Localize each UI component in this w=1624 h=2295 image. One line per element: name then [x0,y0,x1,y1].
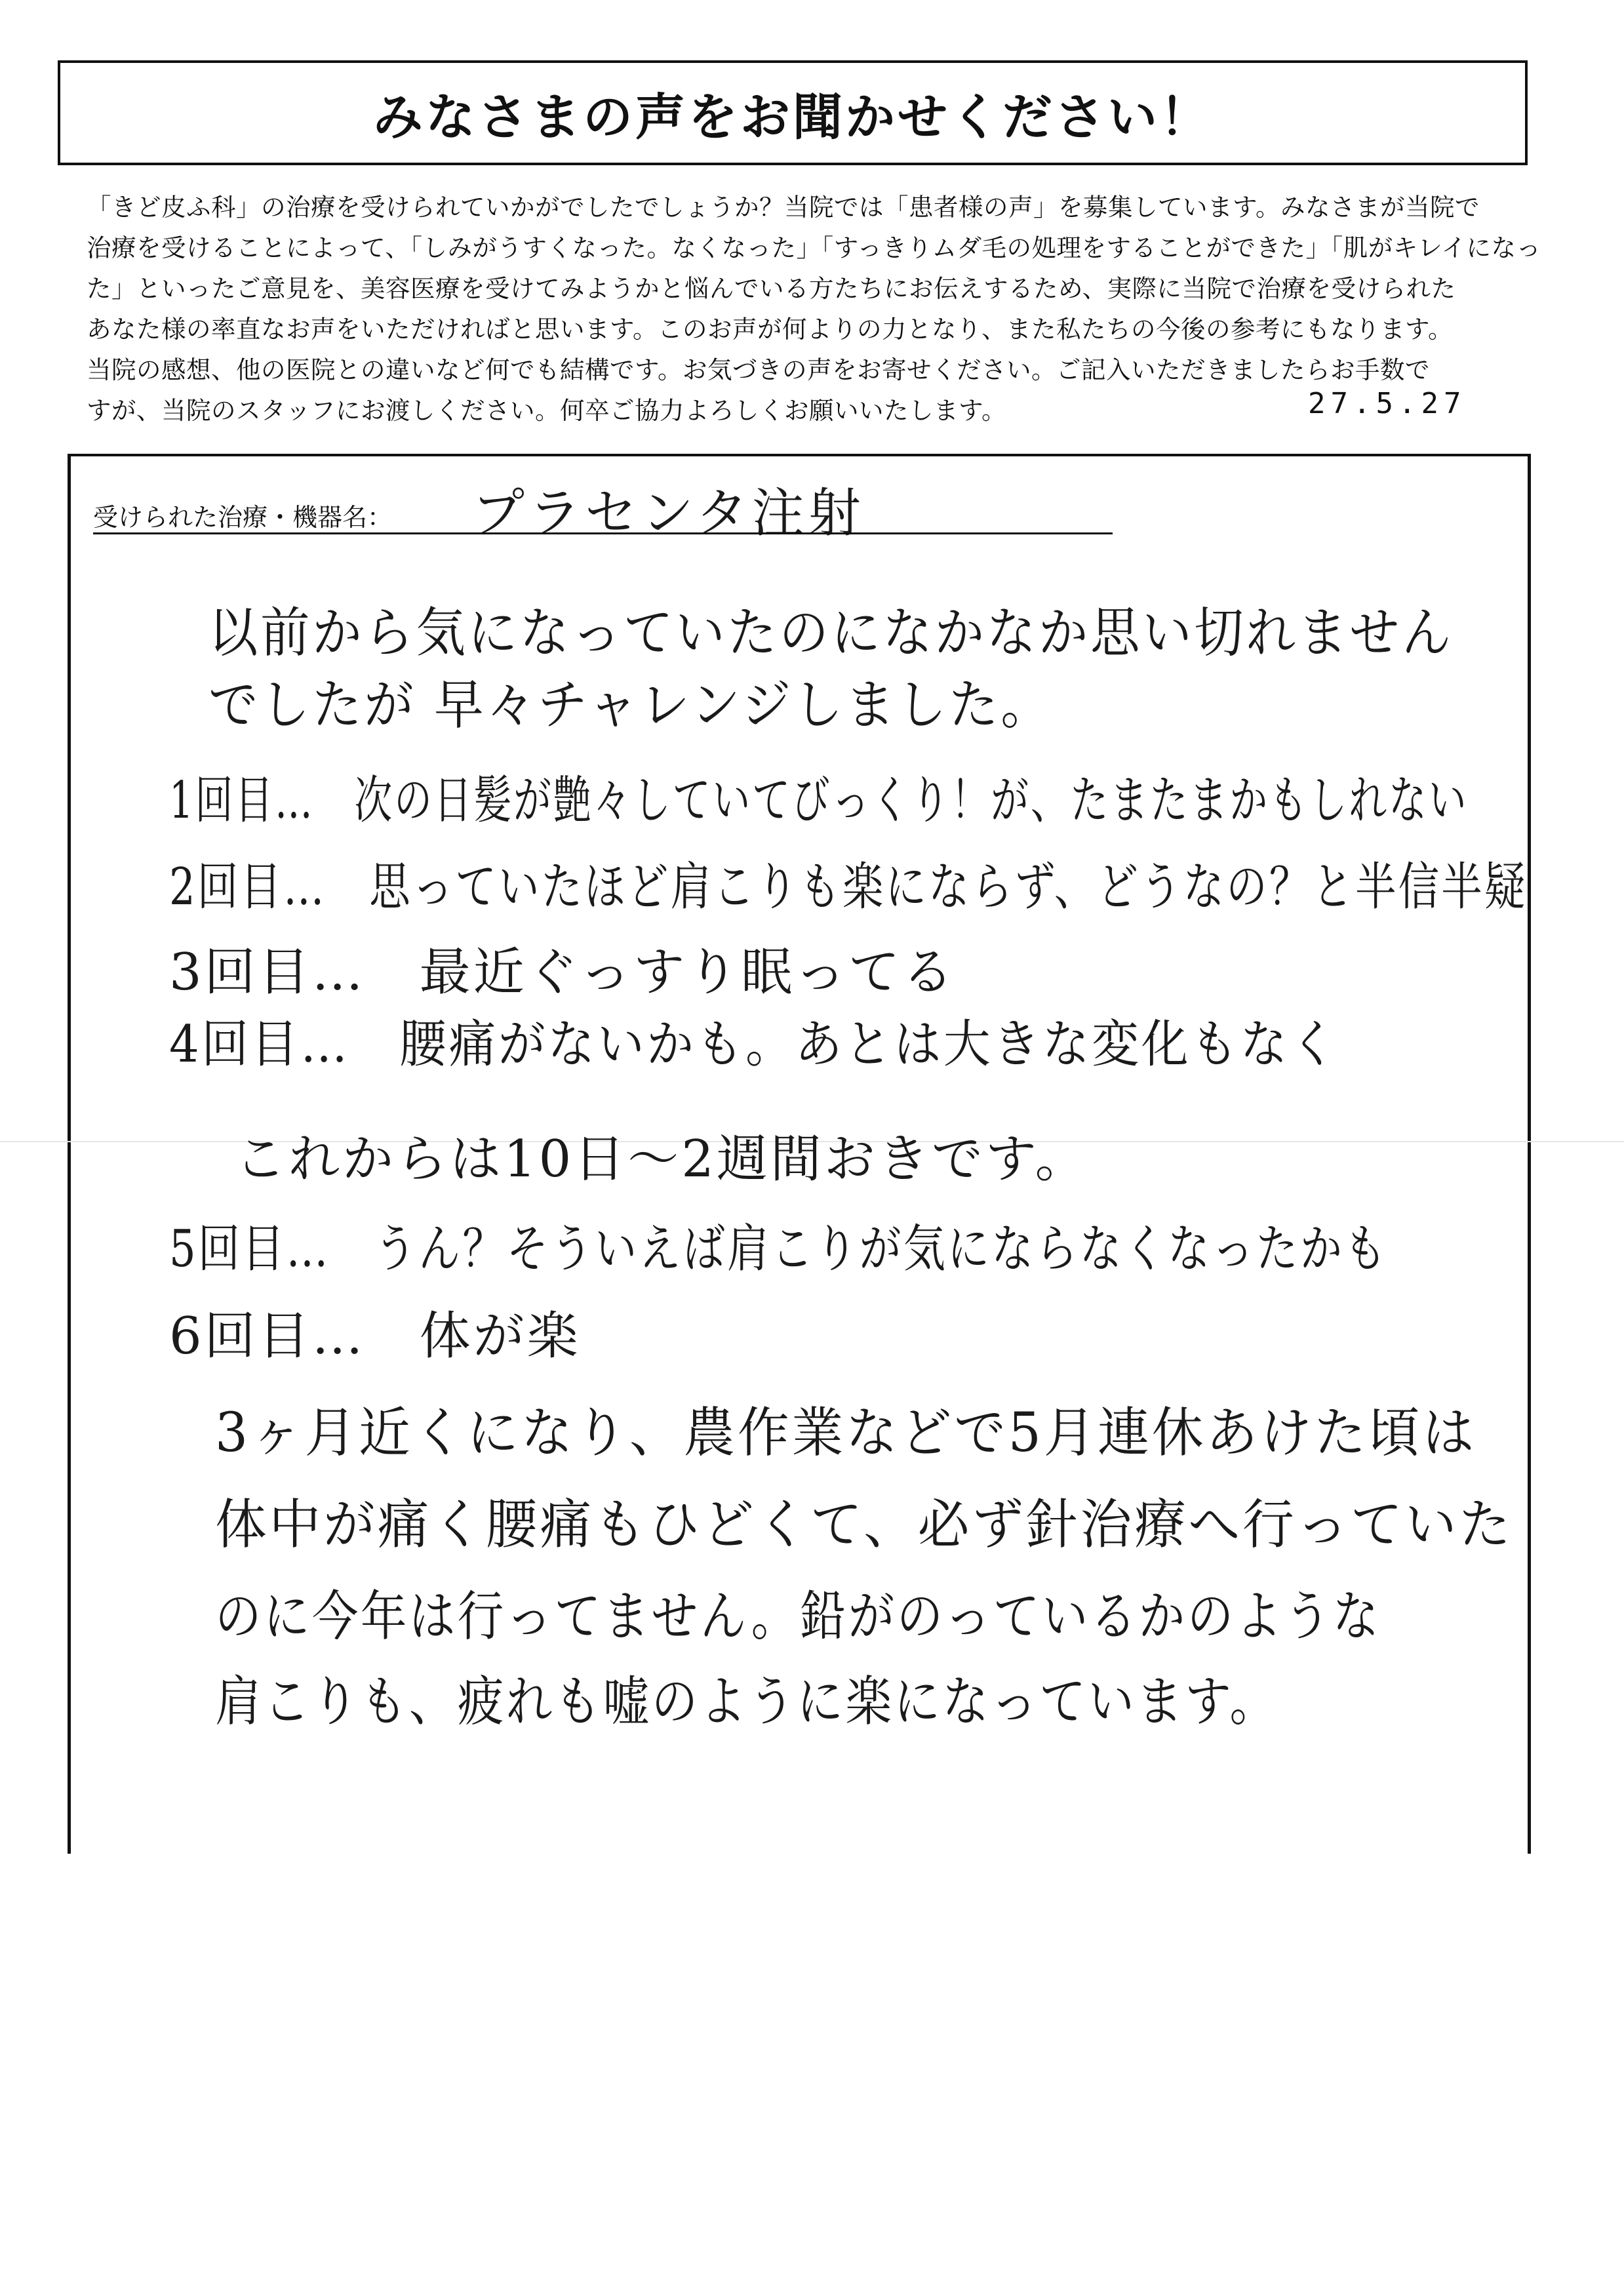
comment-line: 4回目… 腰痛がないかも。あとは大きな変化もなく [169,1015,1339,1074]
intro-paragraph [87,187,1541,431]
form-date: 27.5.27 [1308,387,1467,420]
comment-line: 6回目… 体が楽 [169,1307,581,1366]
treatment-label: 受けられた治療・機器名： [93,503,393,532]
intro-line: 治療を受けることによって、「しみがうすくなった。なくなった」「すっきりムダ毛の処理をすることができた」「肌がキレイになっ [87,233,1541,262]
comment-line: 2回目… 思っていたほど肩こりも楽にならず、どうなの？と半信半疑 [169,858,1528,917]
comment-line: 5回目… うん？そういえば肩こりが気にならなくなったかも [169,1220,1389,1279]
intro-line: 「きど皮ふ科」の治療を受けられていかがでしたでしょうか？当院では「患者様の声」を募集しています。みなさまが当院で [87,193,1480,222]
treatment-value: プラセンタ注射 [472,483,865,544]
intro-line: 当院の感想、他の医院との違いなど何でも結構です。お気づきの声をお寄せください。ご記入いただきましたらお手数で [87,355,1430,384]
intro-line: あなた様の率直なお声をいただければと思います。このお声が何よりの力となり、また私たちの今後の参考にもなります。 [87,315,1453,344]
comment-line: 1回目… 次の日髪が艶々していてびっくり！が、たまたまかもしれない [169,771,1469,830]
title-box [58,60,1528,165]
comment-line: 3ヶ月近くになり、農作業などで5月連休あけた頃は [215,1402,1477,1464]
comment-line: でしたが 早々チャレンジしました。 [208,674,1053,736]
comment-line: これからは10日〜2週間おきです。 [235,1130,1089,1189]
intro-line: すが、当院のスタッフにお渡しください。何卒ご協力よろしくお願いいたします。 [87,396,1006,425]
treatment-underline [93,532,1113,534]
page-title: みなさまの声をお聞かせください！ [373,87,1212,146]
comment-line: のに今年は行ってません。鉛がのっているかのような [215,1586,1381,1648]
comment-line: 肩こりも、疲れも嘘のように楽になっています。 [215,1671,1278,1733]
comment-line: 3回目… 最近ぐっすり眠ってる [169,943,957,1002]
comment-line: 体中が痛く腰痛もひどくて、必ず針治療へ行っていた [215,1494,1513,1556]
comment-line: 以前から気になっていたのになかなか思い切れません [208,602,1454,664]
intro-line: た」といったご意見を、美容医療を受けてみようかと悩んでいる方たちにお伝えするため、実際に当院で治療を受けられた [87,274,1456,303]
